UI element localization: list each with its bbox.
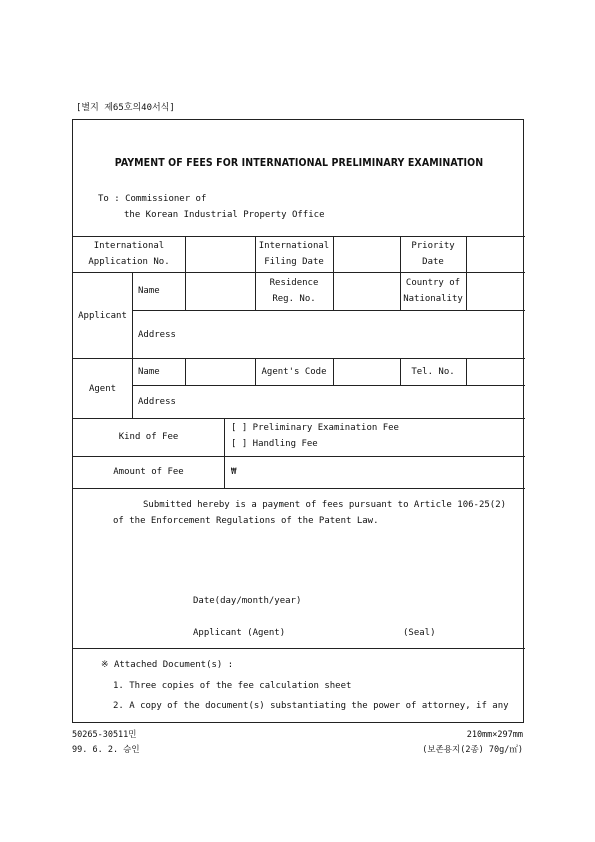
column-divider (224, 418, 225, 488)
addressee-line-1: To : Commissioner of (98, 194, 207, 204)
form-title: PAYMENT OF FEES FOR INTERNATIONAL PRELIMINARY EXAMINATION (114, 157, 484, 169)
kind-of-fee-label: Kind of Fee (118, 432, 179, 442)
applicant-label: Applicant (78, 311, 127, 321)
row-divider (73, 488, 525, 489)
row-divider (73, 648, 525, 649)
column-divider (466, 236, 467, 310)
paper-size: 210mm×297mm (466, 730, 523, 740)
applicant-agent-signature-label: Applicant (Agent) (193, 628, 286, 638)
nationality-label-1: Country of (405, 278, 461, 288)
attached-item-1: 1. Three copies of the fee calculation sheet (113, 681, 352, 691)
priority-date-label-1: Priority (411, 241, 455, 251)
priority-date-label-2: Date (422, 257, 444, 267)
handling-fee-checkbox[interactable]: [ ] Handling Fee (231, 439, 318, 449)
column-divider (333, 236, 334, 310)
fee-payment-form (72, 119, 524, 723)
agent-code-label: Agent's Code (261, 367, 327, 377)
row-divider (132, 310, 525, 311)
seal-label: (Seal) (403, 628, 436, 638)
tel-no-label: Tel. No. (411, 367, 455, 377)
currency-symbol: ₩ (231, 467, 237, 477)
attached-item-2: 2. A copy of the document(s) substantiating the power of attorney, if any (113, 701, 509, 711)
row-divider (73, 236, 525, 237)
preliminary-exam-fee-checkbox[interactable]: [ ] Preliminary Examination Fee (231, 423, 399, 433)
row-divider (73, 272, 525, 273)
column-divider (185, 358, 186, 385)
approval-date: 99. 6. 2. 승인 (72, 745, 140, 755)
intl-application-no-label-1: International (93, 241, 165, 251)
statement-line-1: Submitted hereby is a payment of fees pursuant to Article 106-25(2) (143, 500, 507, 510)
applicant-address-label: Address (138, 330, 176, 340)
addressee-line-2: the Korean Industrial Property Office (124, 210, 325, 220)
applicant-name-label: Name (138, 286, 160, 296)
statement-line-2: of the Enforcement Regulations of the Patent Law. (113, 516, 379, 526)
nationality-label-2: Nationality (403, 294, 463, 304)
column-divider (333, 358, 334, 385)
residence-reg-no-label-1: Residence (269, 278, 319, 288)
column-divider (132, 272, 133, 418)
intl-application-no-label-2: Application No. (88, 257, 170, 267)
form-code: 50265-30511민 (72, 730, 137, 740)
row-divider (73, 456, 525, 457)
agent-name-label: Name (138, 367, 160, 377)
column-divider (466, 358, 467, 385)
row-divider (73, 358, 525, 359)
date-label: Date(day/month/year) (193, 596, 302, 606)
agent-label: Agent (88, 384, 117, 394)
paper-spec: (보존용지(2종) 70g/㎡) (422, 745, 523, 755)
row-divider (132, 385, 525, 386)
row-divider (73, 418, 525, 419)
agent-address-label: Address (138, 397, 176, 407)
column-divider (185, 236, 186, 310)
residence-reg-no-label-2: Reg. No. (272, 294, 316, 304)
attached-documents-heading: ※ Attached Document(s) : (101, 660, 234, 670)
amount-of-fee-label: Amount of Fee (113, 467, 184, 477)
intl-filing-date-label-2: Filing Date (264, 257, 324, 267)
form-reference: [별지 제65호의40서식] (76, 103, 175, 113)
intl-filing-date-label-1: International (258, 241, 330, 251)
